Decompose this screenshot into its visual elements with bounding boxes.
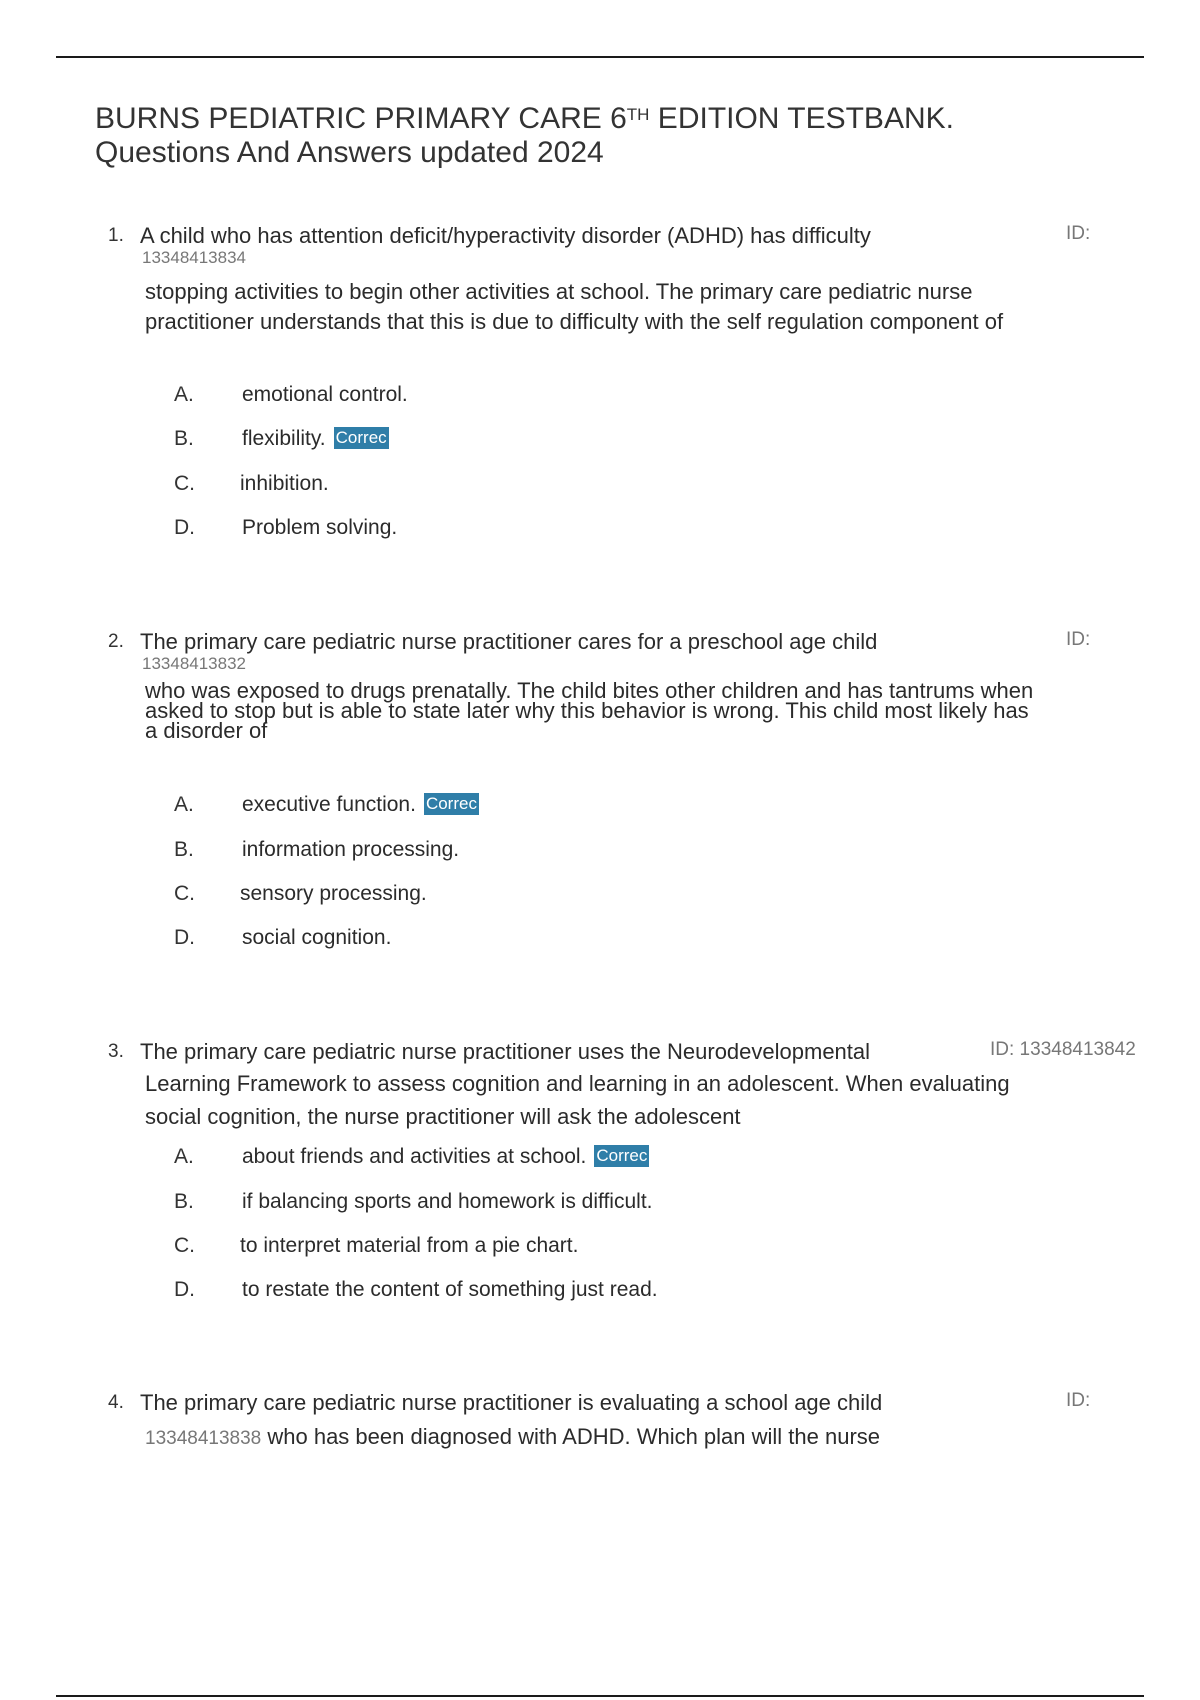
answer-option: D. Problem solving. [174,516,398,539]
question-stem-line1: A child who has attention deficit/hyperactivity disorder (ADHD) has difficulty [140,223,871,248]
question-id-label: ID: [1066,1390,1091,1411]
question-stem-body: Learning Framework to assess cognition and learning in an adolescent. When evaluating social cognition, the nurse practitioner will ask the adolescent [145,1071,1010,1129]
answer-option: D. to restate the content of something just read. [174,1278,658,1301]
correct-badge: Correc [335,428,387,447]
question-stem-body: who was exposed to drugs prenatally. The child bites other children and has tantrums when asked to stop but is able to state later why this behavior is wrong. This child most likely has a disorder of [145,678,1034,743]
question-number: 4. [108,1392,124,1413]
question-id-label: ID: [1066,223,1091,244]
answer-option: C. inhibition. [174,472,329,495]
answer-option: D. social cognition. [174,926,392,949]
question-number: 1. [108,225,124,246]
question-stem-line1: The primary care pediatric nurse practitioner cares for a preschool age child [140,629,878,654]
question-stem-line1: The primary care pediatric nurse practitioner is evaluating a school age child [140,1390,883,1415]
answer-option: B. if balancing sports and homework is difficult. [174,1190,653,1213]
answer-option: A. about friends and activities at school. Correc [174,1145,648,1168]
document-title: BURNS PEDIATRIC PRIMARY CARE 6TH EDITION TESTBANK. Questions And Answers updated 2024 [95,102,954,169]
correct-badge: Correc [425,794,477,813]
question-number: 3. [108,1041,124,1062]
answer-option: A. executive function. Correc [174,793,477,816]
question-number: 2. [108,631,124,652]
correct-badge: Correc [596,1146,648,1165]
question-id-label: ID: [1066,629,1091,650]
answer-option: B. flexibility. Correc [174,427,387,450]
top-rule [56,56,1144,58]
bottom-rule [56,1695,1144,1697]
question-id-label: ID: 13348413842 [990,1039,1136,1060]
answer-option: C. to interpret material from a pie chart. [174,1234,579,1257]
answer-option: B. information processing. [174,838,460,861]
question-stem-body: 13348413838 who has been diagnosed with ADHD. Which plan will the nurse [145,1424,881,1449]
answer-option: A. emotional control. [174,383,408,406]
question-id-number: 13348413832 [142,654,247,673]
question-stem-line1: The primary care pediatric nurse practitioner uses the Neurodevelopmental [140,1039,871,1064]
question-stem-body: stopping activities to begin other activities at school. The primary care pediatric nurse practitioner understands that this is due to difficulty with the self regulation component of [145,279,1004,334]
question-id-number: 13348413838 [145,1428,262,1449]
question-id-number: 13348413834 [142,248,247,267]
answer-option: C. sensory processing. [174,882,427,905]
